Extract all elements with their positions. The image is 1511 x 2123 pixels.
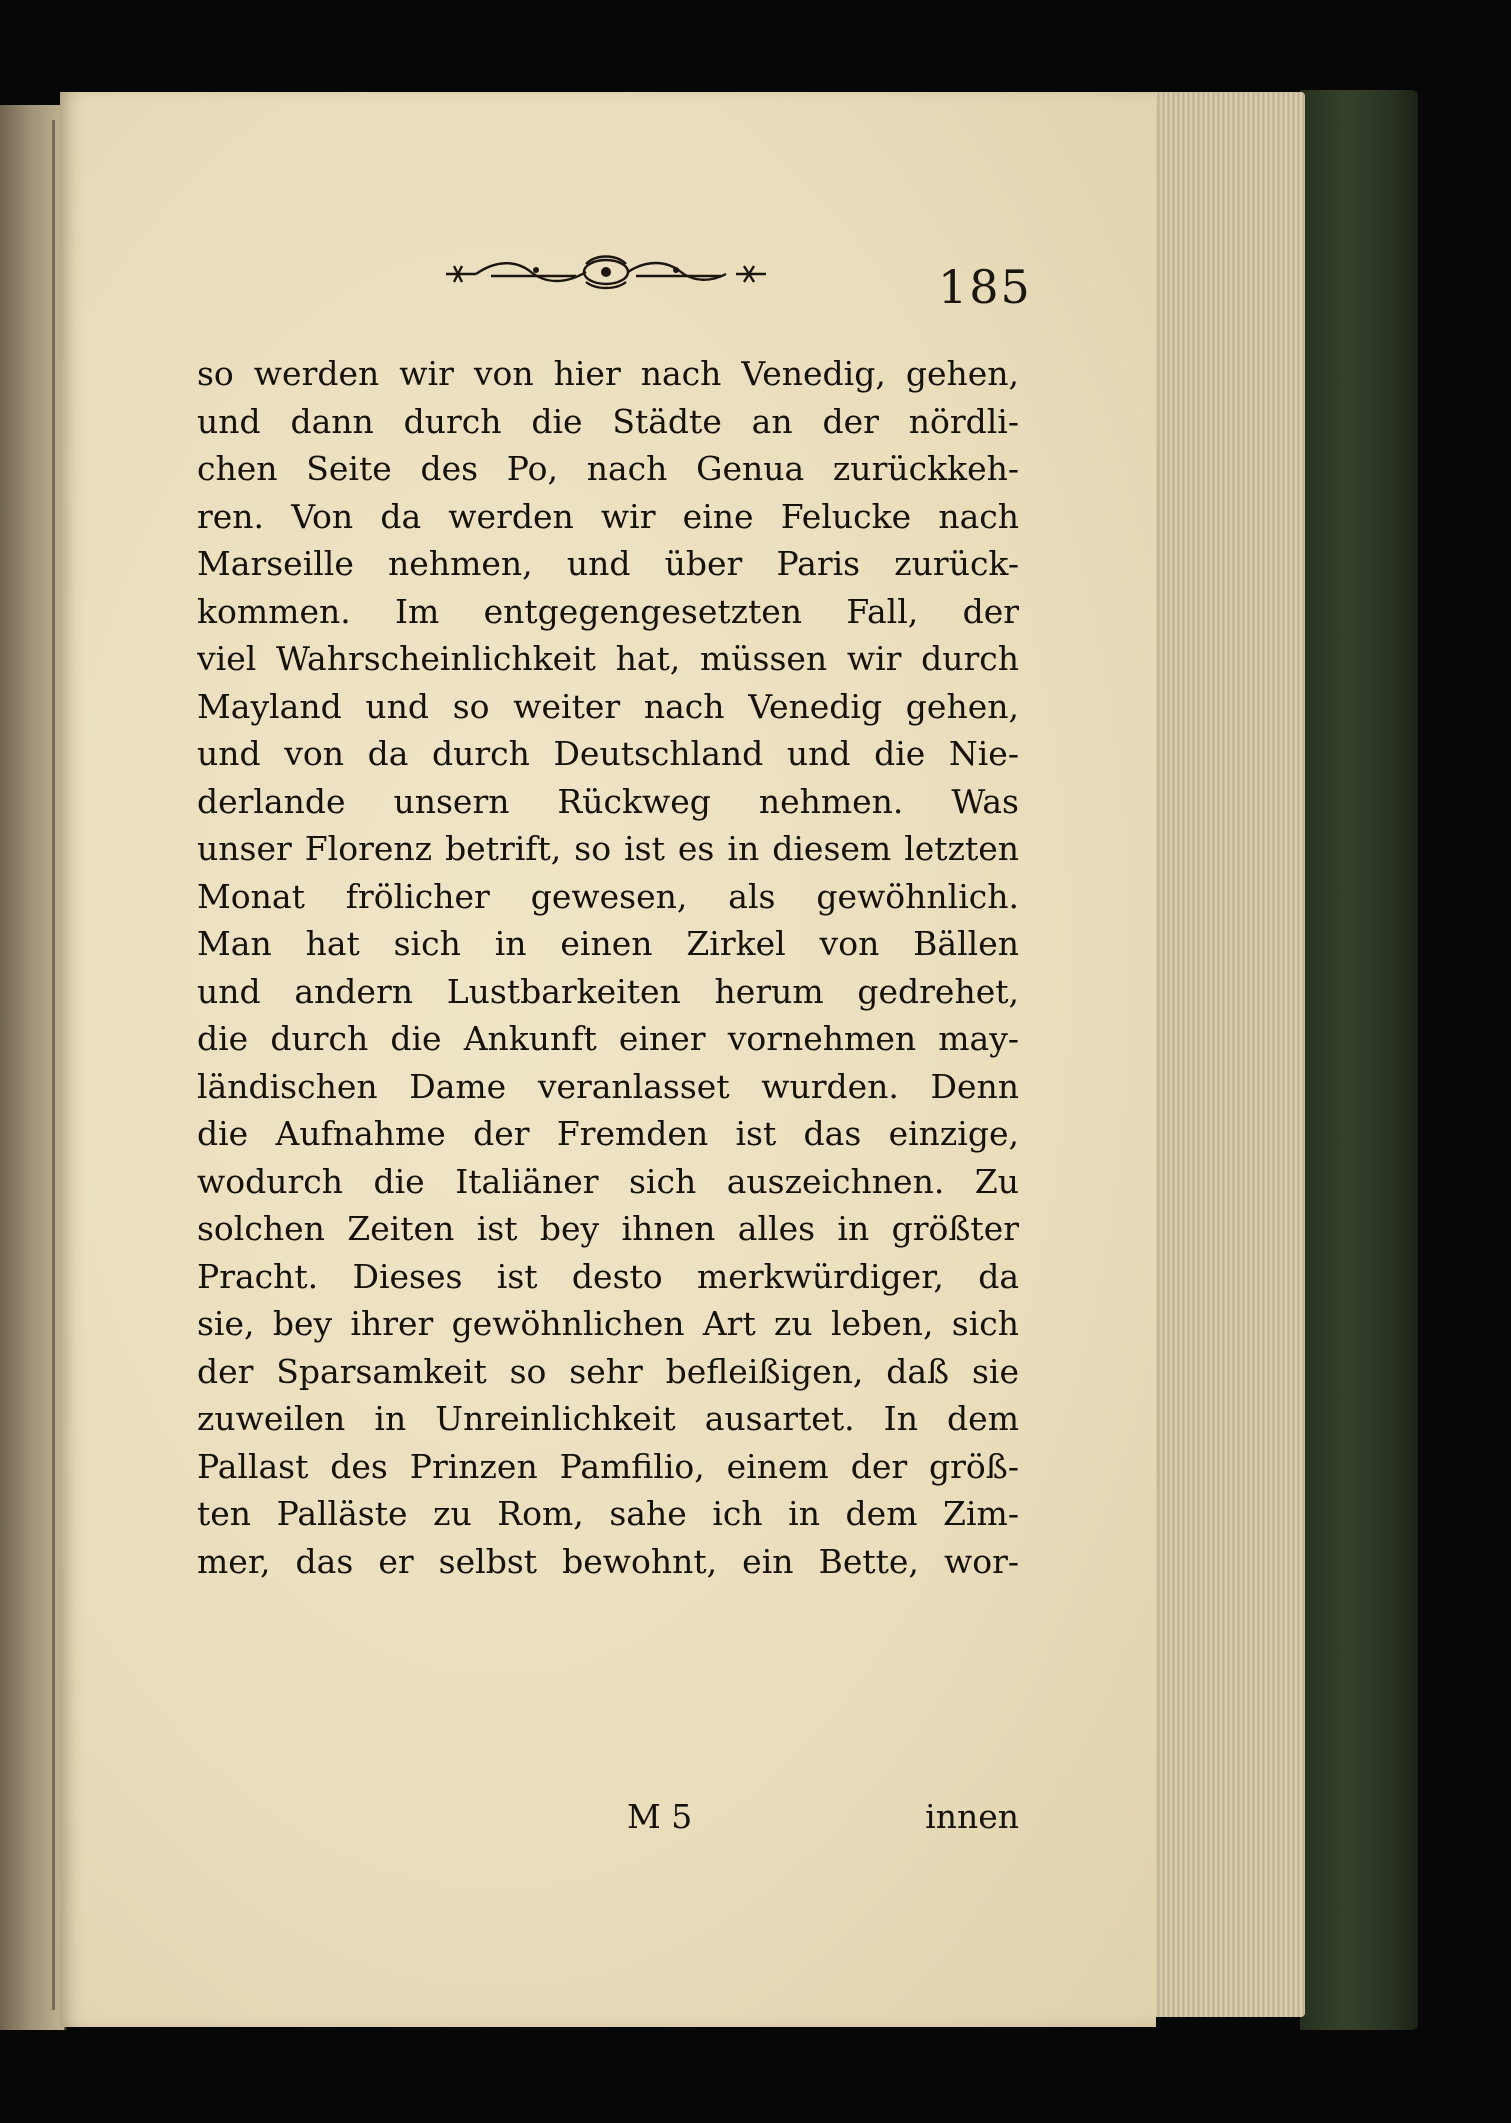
- text-line: Mayland und so weiter nach Venedig gehen,: [197, 686, 1019, 726]
- text-line: zuweilen in Unreinlichkeit ausartet. In dem: [197, 1399, 1019, 1438]
- text-line: derlande unsern Rückweg nehmen. Was: [197, 781, 1019, 821]
- text-line: Monat frölicher gewesen, als gewöhnlich.: [197, 876, 1019, 916]
- text-line: viel Wahrscheinlichkeit hat, müssen wir durch: [197, 639, 1019, 678]
- text-line: wodurch die Italiäner sich auszeichnen. Zu: [197, 1161, 1019, 1201]
- body-text: [197, 350, 1019, 1585]
- text-line: die Aufnahme der Fremden ist das einzige,: [197, 1114, 1019, 1153]
- text-line: sie, bey ihrer gewöhnlichen Art zu leben, sich: [197, 1304, 1019, 1343]
- page-block-edges: [1150, 92, 1305, 2017]
- text-line: ten Palläste zu Rom, sahe ich in dem Zim-: [197, 1494, 1019, 1533]
- text-line: Pallast des Prinzen Pamfilio, einem der größ-: [197, 1446, 1019, 1486]
- text-line: unser Florenz betrift, so ist es in diesem letzten: [197, 829, 1019, 868]
- text-line: solchen Zeiten ist bey ihnen alles in größter: [197, 1209, 1019, 1248]
- text-line: der Sparsamkeit so sehr befleißigen, daß sie: [197, 1351, 1019, 1391]
- text-line: und dann durch die Städte an der nördli-: [197, 401, 1019, 441]
- text-line: Man hat sich in einen Zirkel von Bällen: [197, 924, 1019, 963]
- text-line: ren. Von da werden wir eine Felucke nach: [197, 496, 1019, 536]
- headpiece-ornament-icon: [436, 252, 776, 292]
- catchword: innen: [925, 1797, 1019, 1836]
- text-line: chen Seite des Po, nach Genua zurückkeh-: [197, 449, 1019, 488]
- page-number: 185: [938, 260, 1032, 314]
- page-footer: [197, 1797, 1019, 1845]
- text-line: und von da durch Deutschland und die Nie-: [197, 734, 1019, 773]
- text-line: die durch die Ankunft einer vornehmen may-: [197, 1019, 1019, 1058]
- text-line: mer, das er selbst bewohnt, ein Bette, wor-: [197, 1541, 1019, 1581]
- text-line: und andern Lustbarkeiten herum gedrehet,: [197, 971, 1019, 1011]
- previous-page-edge: [0, 105, 66, 2030]
- text-line: kommen. Im entgegengesetzten Fall, der: [197, 591, 1019, 631]
- text-line: Marseille nehmen, und über Paris zurück-: [197, 544, 1019, 583]
- text-line: so werden wir von hier nach Venedig, gehen,: [197, 354, 1019, 393]
- book-cover: [1300, 90, 1418, 2030]
- book-page: [60, 92, 1156, 2027]
- previous-page-gutter: [52, 120, 55, 2010]
- text-line: ländischen Dame veranlasset wurden. Denn: [197, 1066, 1019, 1106]
- text-line: Pracht. Dieses ist desto merkwürdiger, da: [197, 1256, 1019, 1296]
- signature-mark: M 5: [627, 1797, 693, 1836]
